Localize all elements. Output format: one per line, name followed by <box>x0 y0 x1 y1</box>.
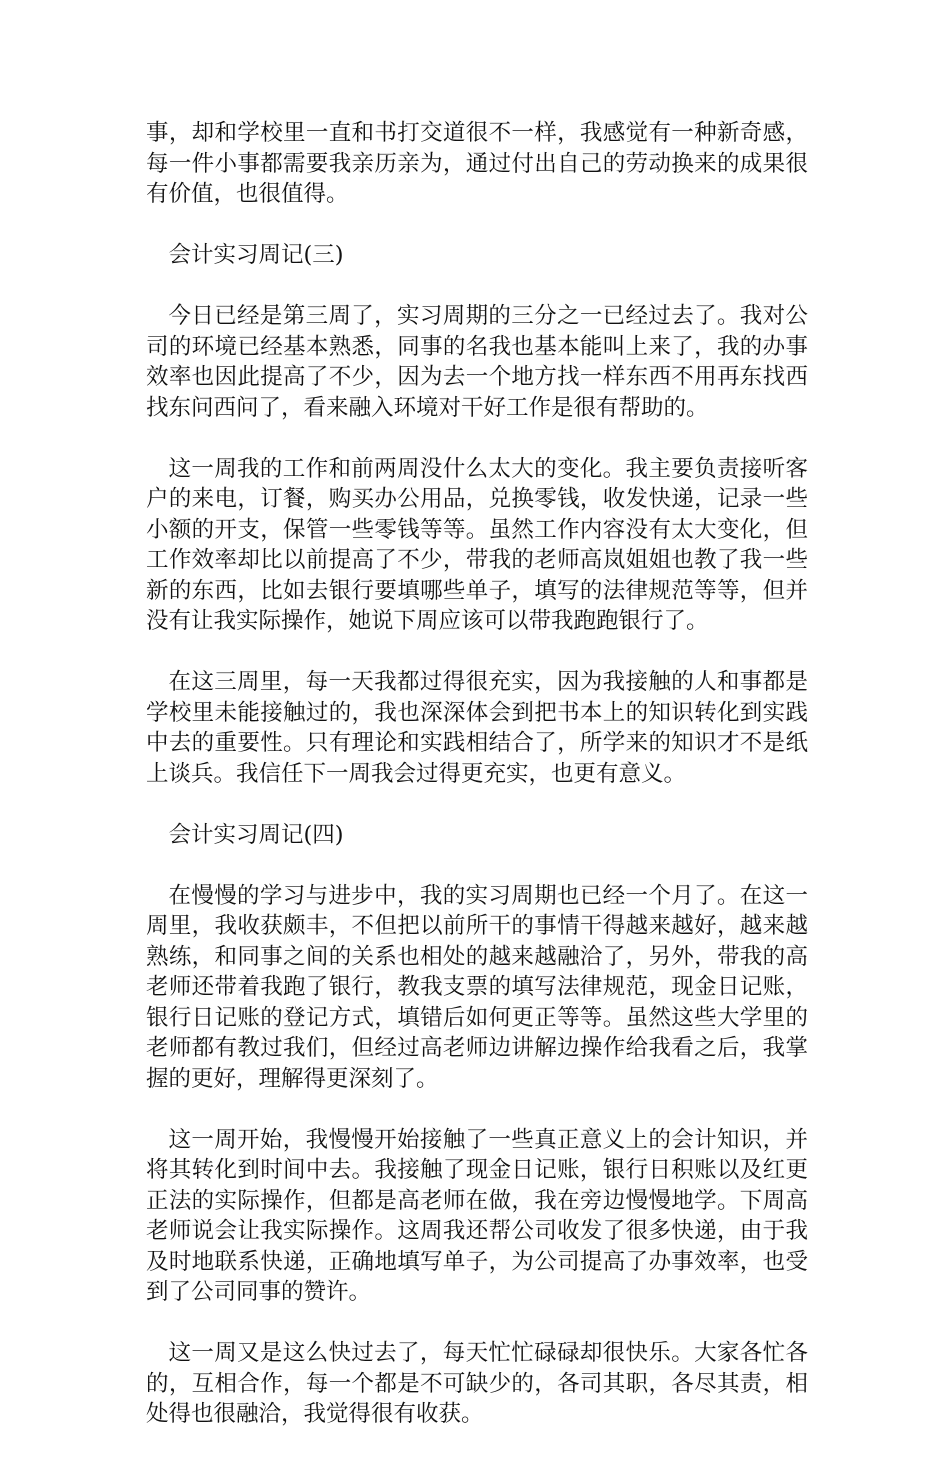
document-page <box>146 118 808 1460</box>
section-heading-week-3: 会计实习周记(三) <box>168 242 344 268</box>
paragraph-continuation: 事，却和学校里一直和书打交道很不一样，我感觉有一种新奇感，每一件小事都需要我亲历亲为，通过付出自己的劳动换来的成果很有价值，也很值得。 <box>146 120 808 207</box>
paragraph-week4-work: 这一周开始，我慢慢开始接触了一些真正意义上的会计知识，并将其转化到时间中去。我接触了现金日记账，银行日积账以及红更正法的实际操作，但都是高老师在做，我在旁边慢慢地学。下周高老师说会让我实际操作。这周我还帮公司收发了很多快递，由于我及时地联系快递，正确地填写单子，为公司提高了办事效率，也受到了公司同事的赞许。 <box>146 1126 808 1305</box>
paragraph-week4-intro: 在慢慢的学习与进步中，我的实习周期也已经一个月了。在这一周里，我收获颇丰，不但把以前所干的事情干得越来越好，越来越熟练，和同事之间的关系也相处的越来越融洽了，另外，带我的高老师还带着我跑了银行，教我支票的填写法律规范，现金日记账，银行日记账的登记方式，填错后如何更正等等。虽然这些大学里的老师都有教过我们，但经过高老师边讲解边操作给我看之后，我掌握的更好，理解得更深刻了。 <box>146 882 808 1092</box>
paragraph-week3-intro: 今日已经是第三周了，实习周期的三分之一已经过去了。我对公司的环境已经基本熟悉，同事的名我也基本能叫上来了，我的办事效率也因此提高了不少，因为去一个地方找一样东西不用再东找西找东问西问了，看来融入环境对干好工作是很有帮助的。 <box>146 303 808 421</box>
paragraph-week4-reflection: 这一周又是这么快过去了，每天忙忙碌碌却很快乐。大家各忙各的，互相合作，每一个都是不可缺少的，各司其职，各尽其责，相处得也很融洽，我觉得很有收获。 <box>146 1340 808 1427</box>
section-heading-week-4: 会计实习周记(四) <box>168 821 344 848</box>
paragraph-week3-work: 这一周我的工作和前两周没什么太大的变化。我主要负责接听客户的来电，订餐，购买办公用品，兑换零钱，收发快递，记录一些小额的开支，保管一些零钱等等。虽然工作内容没有太大变化，但工作效率却比以前提高了不少，带我的老师高岚姐姐也教了我一些新的东西，比如去银行要填哪些单子，填写的法律规范等等，但并没有让我实际操作，她说下周应该可以带我跑跑银行了。 <box>146 455 808 634</box>
paragraph-week3-reflection: 在这三周里，每一天我都过得很充实，因为我接触的人和事都是学校里未能接触过的，我也深深体会到把书本上的知识转化到实践中去的重要性。只有理论和实践相结合了，所学来的知识才不是纸上谈兵。我信任下一周我会过得更充实，也更有意义。 <box>146 669 808 787</box>
